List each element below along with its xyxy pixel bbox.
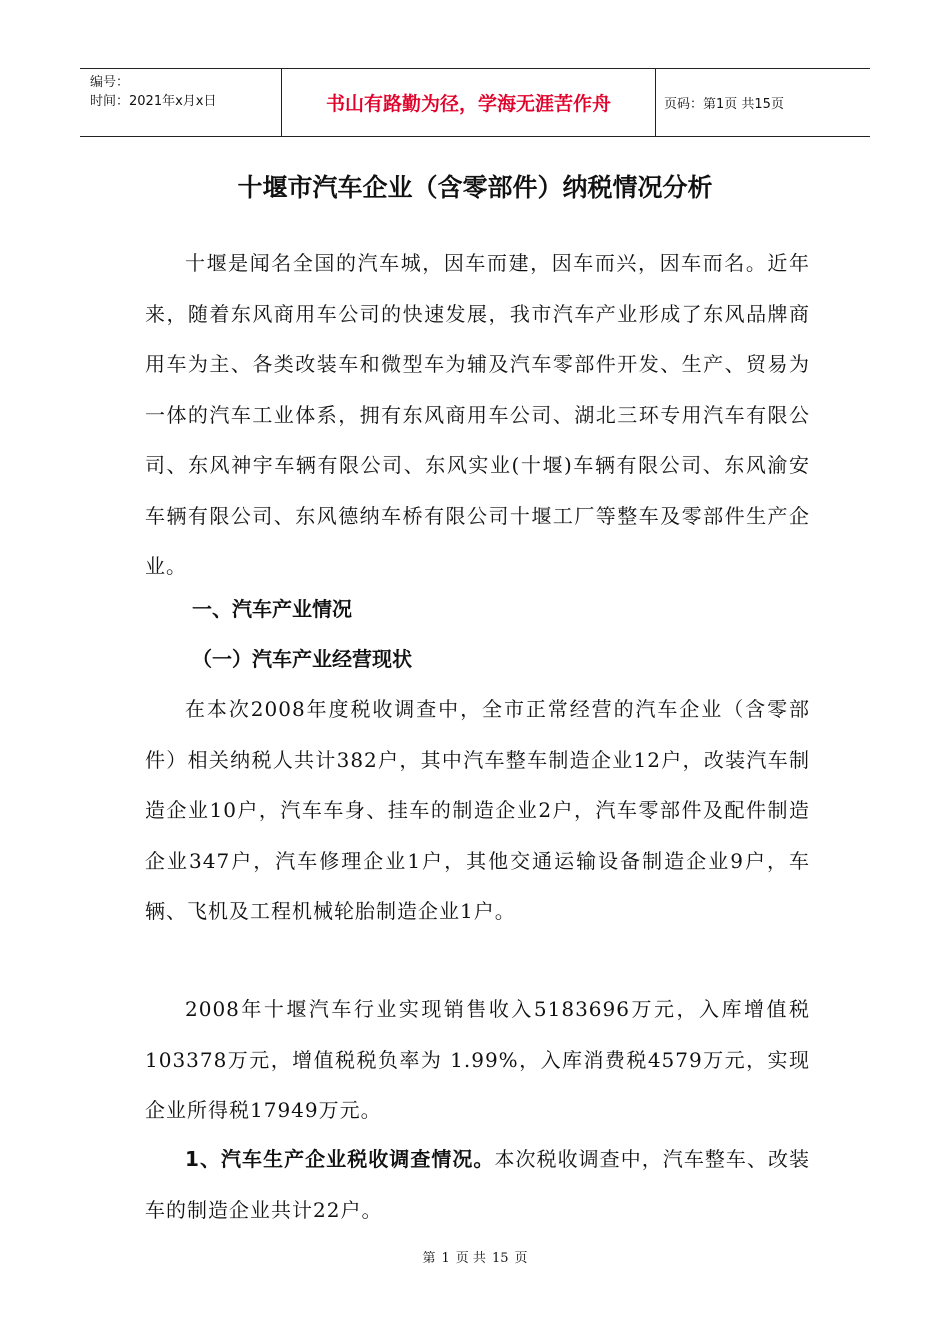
item1-text: 本次税收调查中，汽车整车、改装车的制造企业共计22户。: [145, 1147, 811, 1222]
document-header: [80, 68, 870, 137]
footer-total-pages: 15: [491, 1251, 509, 1266]
document-number-label: 编号：: [90, 75, 130, 90]
footer-page-prefix: 第: [422, 1251, 436, 1266]
intro-paragraph: 十堰是闻名全国的汽车城，因车而建，因车而兴，因车而名。近年来，随着东风商用车公司的快速发展，我市汽车产业形成了东风品牌商用车为主、各类改装车和微型车为辅及汽车零部件开发、生产、贸易为一体的汽车工业体系，拥有东风商用车公司、湖北三环专用汽车有限公司、东风神宇车辆有限公司、东风实业(十堰)车辆有限公司、东风渝安车辆有限公司、东风德纳车桥有限公司十堰工厂等整车及零部件生产企业。: [145, 251, 810, 578]
header-page-info: 页码：第1页 共15页: [664, 97, 784, 112]
header-meta-cell: [80, 69, 282, 136]
revenue-paragraph: 2008年十堰汽车行业实现销售收入5183696万元，入库增值税103378万元，增值税税负率为 1.99%，入库消费税4579万元，实现企业所得税17949万元。: [145, 997, 810, 1122]
document-title: 十堰市汽车企业（含零部件）纳税情况分析: [237, 173, 713, 202]
item1-paragraph: [145, 1134, 810, 1235]
footer-page-number: 1: [441, 1251, 450, 1266]
item1-lead: 1、汽车生产企业税收调查情况。: [185, 1147, 495, 1171]
page-footer: [0, 1247, 950, 1266]
survey-paragraph: 在本次2008年度税收调查中，全市正常经营的汽车企业（含零部件）相关纳税人共计382户，其中汽车整车制造企业12户，改装汽车制造企业10户，汽车车身、挂车的制造企业2户，汽车零部件及配件制造企业347户，汽车修理企业1户，其他交通运输设备制造企业9户，车辆、飞机及工程机械轮胎制造企业1户。: [145, 697, 810, 923]
footer-page-suffix: 页: [514, 1251, 528, 1266]
footer-page-middle: 页 共: [455, 1251, 486, 1266]
header-motto: 书山有路勤为径，学海无涯苦作舟: [282, 69, 656, 136]
subsection-heading: （一）汽车产业经营现状: [192, 647, 412, 671]
document-date-label: 时间：2021年x月x日: [90, 94, 217, 109]
section-heading: 一、汽车产业情况: [192, 597, 352, 621]
